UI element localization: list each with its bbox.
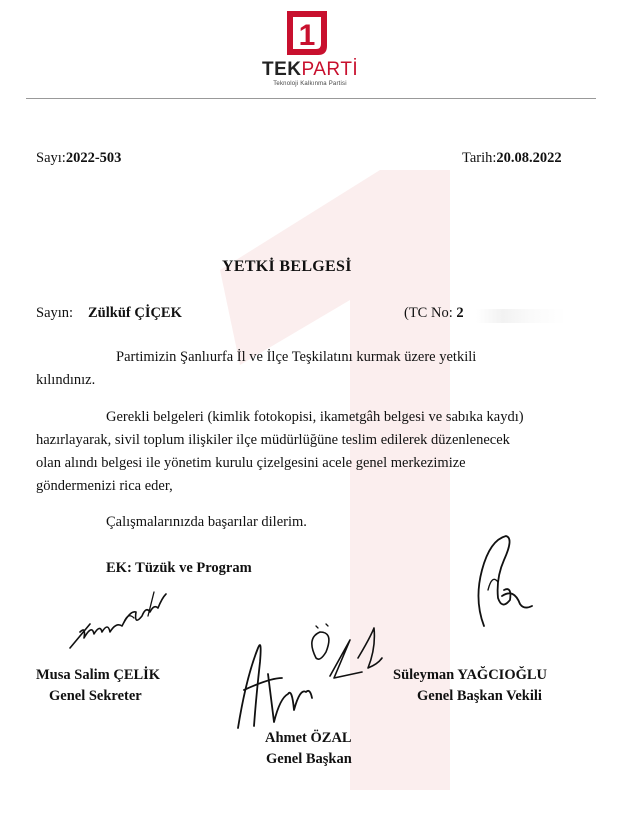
tarih-value: 20.08.2022 [496,150,562,166]
tc-redaction-blur [476,309,566,323]
tc-label: (TC No: [404,305,453,321]
signatory-3-title: Genel Başkan Vekili [417,688,542,704]
recipient-label: Sayın: [36,305,74,321]
p2-line-3: olan alındı belgesi ile yönetim kurulu çizelgesini acele genel merkezimize [36,455,466,471]
tc-visible: 2 [456,305,464,321]
paragraph-1 [36,346,596,392]
logo-number: 1 [298,19,316,52]
brand-subtitle: Teknoloji Kalkınma Partisi [273,81,347,87]
document-number [36,150,121,167]
signatory-2-name: Ahmet ÖZAL [265,730,352,746]
brand-name [262,60,358,80]
party-logo-icon [284,8,330,58]
p1-line-2: kılındınız. [36,372,96,388]
brand-tek: TEK [262,59,302,80]
signature-genel-baskan [230,618,390,738]
p2-line-1: Gerekli belgeleri (kimlik fotokopisi, ikametgâh belgesi ve sabıka kaydı) [106,409,524,425]
signatory-2-title: Genel Başkan [266,751,352,767]
brand-block [262,60,358,88]
p2-line-4: göndermenizi rica eder, [36,478,173,494]
p2-line-2: hazırlayarak, sivil toplum ilişkiler ilçe müdürlüğüne teslim edilerek düzenlenecek [36,432,510,448]
sayi-label: Sayı: [36,150,66,166]
signature-genel-sekreter [64,582,174,652]
header-divider [26,98,596,99]
sayi-value: 2022-503 [65,150,122,166]
brand-parti: PARTİ [301,59,359,80]
signatory-1-name: Musa Salim ÇELİK [36,667,161,683]
closing-line: Çalışmalarınızda başarılar dilerim. [106,514,307,530]
signature-genel-baskan-vekili [462,530,542,640]
p1-line-1: Partimizin Şanlıurfa İl ve İlçe Teşkilatını kurmak üzere yetkili [116,349,477,365]
recipient-name: Zülküf ÇİÇEK [88,305,182,321]
tarih-label: Tarih: [462,150,497,166]
attachment-line: EK: Tüzük ve Program [106,560,252,576]
document-date [462,150,562,167]
tc-number [404,305,464,322]
signatory-3-name: Süleyman YAĞCIOĞLU [393,667,548,683]
signatory-1-title: Genel Sekreter [49,688,142,704]
paragraph-2 [36,406,606,498]
document-title: YETKİ BELGESİ [222,258,352,275]
